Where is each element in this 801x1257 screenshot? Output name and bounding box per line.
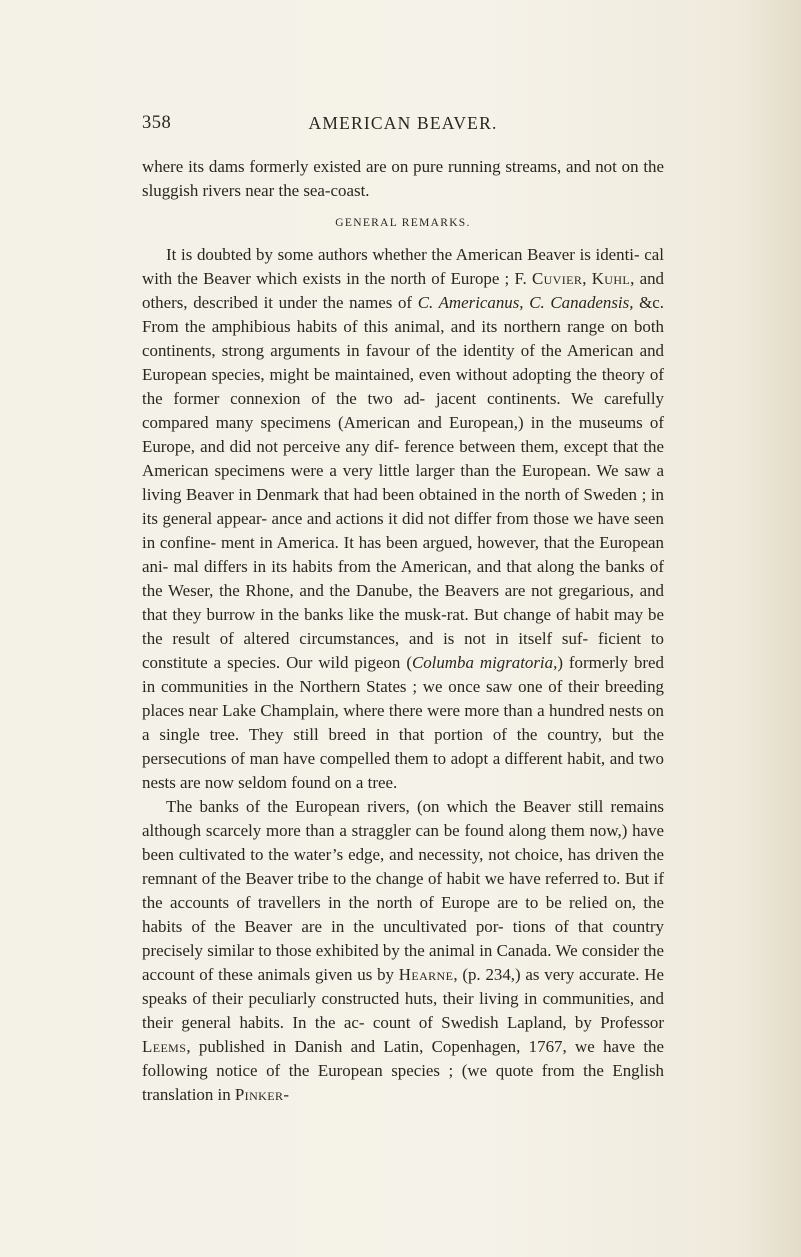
author-name-leems: Leems <box>142 1037 187 1056</box>
text-run: The banks of the European rivers, (on which the Beaver still remains although scarcely more than a straggler can be found along them now,) have been cultivated to the water’s edge, and necessity, not choice, has driven the remnant of the Beaver tribe to the change of habit we have referred to. But if the accounts of travellers in the north of Europe are to be relied on, the habits of the Beaver are in the uncultivated por- tions of that country precisely similar to those exhibited by the animal in Canada. We consider the account of these animals given us by <box>142 797 664 984</box>
paragraph-general-remarks-1 <box>142 243 664 795</box>
paragraph-general-remarks-2 <box>142 795 664 1107</box>
text-run: , and others, described it under the names of <box>142 269 664 312</box>
species-name-pigeon: Columba migratoria, <box>411 653 558 672</box>
paragraph-continuation: where its dams formerly existed are on pure running streams, and not on the sluggish rivers near the sea-coast. <box>142 157 664 200</box>
author-name-kuhl: Kuhl <box>591 269 631 288</box>
text-run: It is doubted by some authors whether the American Beaver is identi- cal with the Beaver which exists in the north of Europe ; F. <box>142 245 664 288</box>
section-heading: GENERAL REMARKS. <box>335 217 471 229</box>
author-name-pinkerton: Pinker- <box>234 1085 290 1104</box>
running-head: AMERICAN BEAVER. <box>308 113 498 133</box>
text-run: , (p. 234,) as very accurate. He speaks of their peculiarly constructed huts, their living in communities, and their general habits. In the ac- count of Swedish Lapland, by Professor <box>142 965 664 1032</box>
page-number: 358 <box>142 113 172 133</box>
text-run: ) formerly bred in communities in the Northern States ; we once saw one of their breeding places near Lake Champlain, where there were more than a hundred nests on a single tree. They still breed in that portion of the country, but the persecutions of man have compelled them to adopt a different habit, and two nests are now seldom found on a tree. <box>142 653 665 792</box>
body-text <box>142 155 664 1107</box>
author-name-hearne: Hearne <box>398 965 454 984</box>
text-run: , published in Danish and Latin, Copenhagen, 1767, we have the following notice of the European species ; (we quote from the English translation in <box>142 1037 664 1104</box>
page-header <box>142 113 664 139</box>
text-run: , <box>582 269 592 288</box>
text-run: &c. From the amphibious habits of this animal, and its northern range on both continents, strong arguments in favour of the identity of the American and European species, might be maintained, even without adopting the theory of the former connexion of the two ad- jacent continents. We carefully compared many specimens (American and European,) in the museums of Europe, and did not perceive any dif- ference between them, except that the American specimens were a very little larger than the European. We saw a living Beaver in Denmark that had been obtained in the north of Sweden ; in its general appear- ance and actions it did not differ from those we have seen in confine- ment in America. It has been argued, however, that the European ani- mal differs in its habits from the American, and that along the banks of the Weser, the Rhone, and the Danube, the Beavers are not gregarious, and that they burrow in the banks like the musk-rat. But change of habit may be the result of altered circumstances, and is not in itself suf- ficient to constitute a species. Our wild pigeon ( <box>142 293 664 672</box>
author-name-cuvier: Cuvier <box>531 269 583 288</box>
species-names: C. Americanus, C. Canadensis, <box>417 293 634 312</box>
